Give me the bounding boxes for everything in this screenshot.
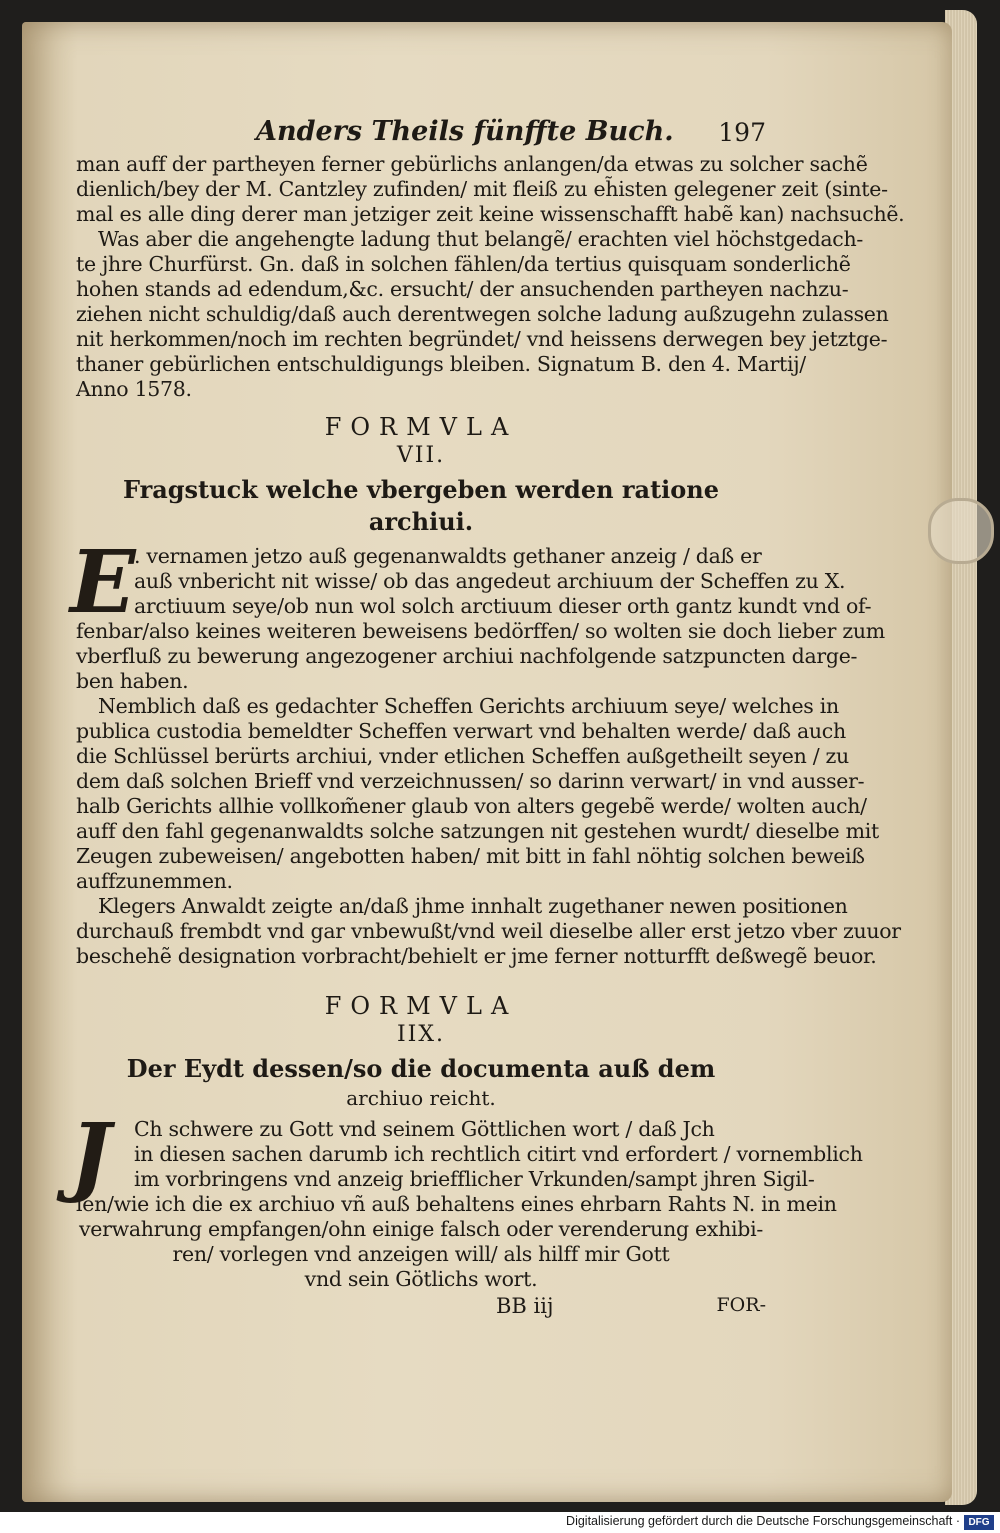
footer-bar (0, 1512, 1000, 1533)
formula-8-heading: Der Eydt dessen/so die documenta auß dem (126, 1054, 716, 1083)
text-line: publica custodia bemeldter Scheffen verwart vnd behalten werde/ daß auch (76, 719, 846, 743)
formula-7-number: VII. (396, 443, 446, 468)
text-line: im vorbringens vnd anzeig briefflicher Vrkunden/sampt jhren Sigil- (134, 1167, 815, 1191)
text-line: halb Gerichts allhie vollkom̃ener glaub von alters gegebẽ werde/ wolten auch/ (76, 794, 867, 818)
signature-mark: BB iij (496, 1294, 554, 1318)
footer-credit: Digitalisierung gefördert durch die Deutsche Forschungsgemeinschaft · (566, 1514, 960, 1528)
text-line: auffzunemmen. (76, 869, 233, 893)
text-line: thaner gebürlichen entschuldigungs bleiben. Signatum B. den 4. Martij/ (76, 352, 806, 376)
text-line: len/wie ich die ex archiuo vñ auß behaltens eines ehrbarn Rahts N. in mein (76, 1192, 837, 1216)
text-line: die Schlüssel berürts archiui, vnder etlichen Scheffen außgetheilt seyen / zu (76, 744, 849, 768)
drop-cap-initial: J (70, 1105, 111, 1206)
text-line: Klegers Anwaldt zeigte an/daß jhme innhalt zugethaner newen positionen (98, 894, 848, 918)
text-line: Ch schwere zu Gott vnd seinem Göttlichen wort / daß Jch (134, 1117, 715, 1141)
text-line: man auff der partheyen ferner gebürlichs anlangen/da etwas zu solcher sachẽ (76, 152, 868, 176)
text-line: durchauß frembdt vnd gar vnbewußt/vnd weil dieselbe aller erst jetzo vber zuuor (76, 919, 901, 943)
formula-8-heading-sub: archiuo reicht. (346, 1086, 496, 1110)
paragraph-3 (70, 532, 885, 694)
text-line: verwahrung empfangen/ohn einige falsch oder verenderung exhibi- (79, 1217, 763, 1241)
text-line: Anno 1578. (76, 377, 192, 401)
formula-7-heading: Fragstuck welche vbergeben werden ratione archiui. (122, 475, 720, 536)
running-head (76, 112, 766, 152)
text-line: vnd sein Götlichs wort. (304, 1267, 538, 1291)
formula-7-label: FORMVLA (324, 413, 518, 441)
text-line: dienlich/bey der M. Cantzley zufinden/ mit fleiß zu eh̃isten gelegener zeit (sinte- (76, 177, 888, 201)
paragraph-5 (76, 894, 901, 969)
text-line: in diesen sachen darumb ich rechtlich citirt vnd erfordert / vornemblich (134, 1142, 863, 1166)
drop-cap-initial: E (70, 532, 136, 633)
text-line: nit herkommen/noch im rechten begründet/ vnd heissens derwegen bey jetztge- (76, 327, 888, 351)
text-line: dem daß solchen Brieff vnd verzeichnussen/ so darinn verwart/ in vnd ausser- (76, 769, 865, 793)
paragraph-4 (76, 694, 879, 894)
text-line: hohen stands ad edendum,&c. ersucht/ der ansuchenden partheyen nachzu- (76, 277, 849, 301)
text-line: arctiuum seye/ob nun wol solch arctiuum dieser orth gantz kundt vnd of- (134, 594, 872, 618)
running-title: Anders Theils fünffte Buch. (256, 116, 674, 147)
text-line: te jhre Churfürst. Gn. daß in solchen fählen/da tertius quisquam sonderlichẽ (76, 252, 851, 276)
text-line: ren/ vorlegen vnd anzeigen will/ als hilff mir Gott (172, 1242, 670, 1266)
paragraph-1 (76, 152, 905, 227)
text-line: ziehen nicht schuldig/daß auch derentwegen solche ladung außzugehn zulassen (76, 302, 889, 326)
text-line: . vernamen jetzo auß gegenanwaldts gethaner anzeig / daß er (134, 544, 762, 568)
text-line: auff den fahl gegenanwaldts solche satzungen nit gestehen wurdt/ dieselbe mit (76, 819, 879, 843)
formula-8-label: FORMVLA (324, 992, 518, 1020)
text-line: Nemblich daß es gedachter Scheffen Gerichts archiuum seye/ welches in (98, 694, 839, 718)
text-line: Zeugen zubeweisen/ angebotten haben/ mit bitt in fahl nöhtig solchen beweiß (76, 844, 865, 868)
text-line: vberfluß zu bewerung angezogener archiui nachfolgende satzpuncten darge- (76, 644, 858, 668)
text-line: Was aber die angehengte ladung thut belangẽ/ erachten viel höchstgedach- (98, 227, 864, 251)
formula-8-number: IIX. (396, 1022, 446, 1047)
paragraph-6 (70, 1105, 863, 1292)
text-line: mal es alle ding derer man jetziger zeit keine wissenschafft habẽ kan) nachsuchẽ. (76, 202, 905, 226)
text-line: ben haben. (76, 669, 189, 693)
text-line: fenbar/also keines weiteren beweisens bedörffen/ so wolten sie doch lieber zum (76, 619, 885, 643)
text-line: auß vnbericht nit wisse/ ob das angedeut archiuum der Scheffen zu X. (134, 569, 846, 593)
folio-number: 197 (718, 118, 766, 147)
catchword: FOR- (716, 1294, 766, 1316)
dfg-logo: DFG (964, 1515, 994, 1530)
page-text (70, 112, 905, 1322)
text-line: beschehẽ designation vorbracht/behielt er jme ferner notturfft deßwegẽ beuor. (76, 944, 877, 968)
signature-line (76, 1294, 766, 1322)
page-clip (928, 498, 994, 564)
paragraph-2 (76, 227, 889, 402)
